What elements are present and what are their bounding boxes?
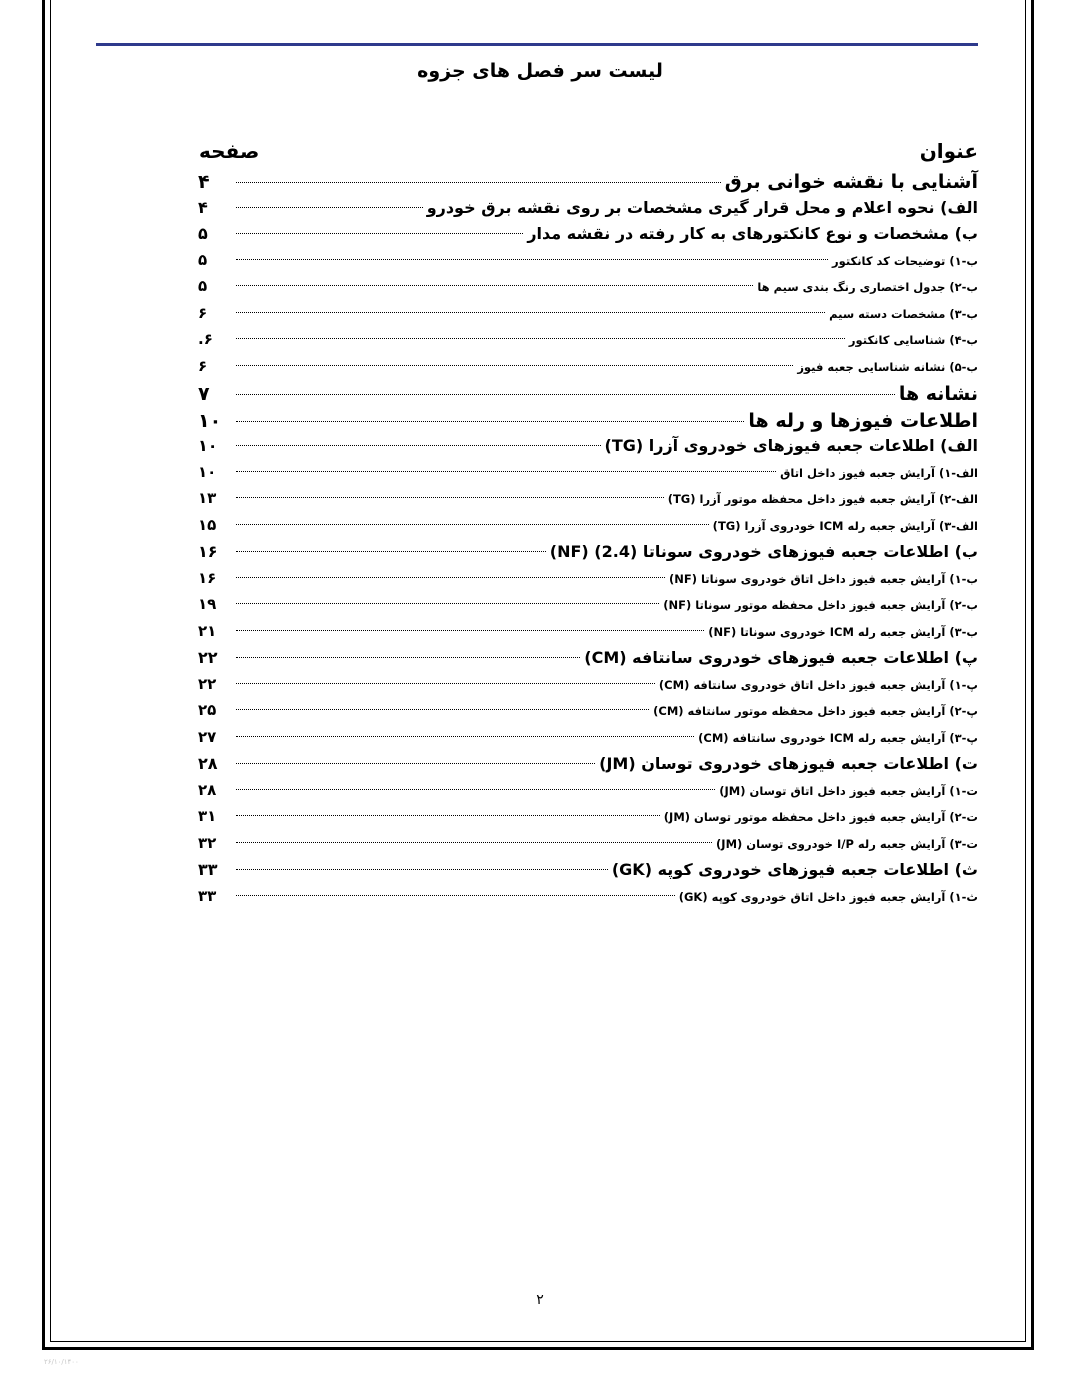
toc-leader-dots (236, 497, 664, 498)
toc-entry-title: ب-۳) آرایش جعبه رله ICM خودروی سوناتا (NF) (708, 624, 978, 639)
toc-leader-dots (236, 895, 675, 896)
toc-entry-title: الف-۲) آرایش جعبه فیوز داخل محفظه موتور آزرا (TG) (667, 492, 978, 506)
toc-leader-dots (236, 577, 665, 578)
toc-leader-dots (236, 312, 825, 313)
toc-entry-page: ۱۶ (198, 542, 218, 561)
toc-entry-page: ۳۳ (198, 860, 218, 879)
toc-entry-page: ۵ (198, 250, 208, 269)
toc-entry (198, 781, 978, 808)
toc-entry-title: ب-۱) توضیحات کد کانکتور (831, 253, 978, 268)
toc-entry-page: ۲۱ (198, 621, 217, 640)
toc-leader-dots (236, 338, 845, 339)
scan-stamp: ۲۶/۱۰/۱۴۰۰ (44, 1358, 79, 1366)
toc-leader-dots (236, 259, 828, 260)
toc-entry-page: ۶. (198, 330, 213, 348)
toc-entry-title: ت-۱) آرایش جعبه فیوز داخل اتاق توسان (JM) (719, 783, 978, 798)
toc-entry-page: ۵ (198, 277, 208, 295)
toc-entry-title: ب-۲) جدول اختصاری رنگ بندی سیم ها (757, 280, 978, 294)
toc-entry-page: ۲۸ (198, 754, 218, 773)
toc-entry-page: ۱۶ (198, 568, 217, 587)
toc-entry-title: پ-۱) آرایش جعبه فیوز داخل اتاق خودروی سانتافه (CM) (658, 677, 978, 692)
toc-entry (198, 463, 978, 490)
toc-entry-page: ۱۳ (198, 489, 217, 507)
toc-leader-dots (236, 736, 694, 737)
toc-leader-dots (236, 551, 546, 552)
header-rule (96, 43, 978, 46)
toc-entry (198, 330, 978, 357)
toc-leader-dots (236, 763, 595, 764)
toc-entry (198, 489, 978, 516)
toc-entry-title: ت-۲) آرایش جعبه فیوز داخل محفظه موتور توسان (JM) (663, 810, 978, 824)
toc-entry (198, 516, 978, 543)
toc-leader-dots (236, 365, 793, 366)
toc-entry-page: ۵ (198, 224, 208, 243)
toc-entry-title: نشانه ها (898, 383, 978, 405)
toc-entry (198, 542, 978, 569)
toc-entry-title: الف-۳) آرایش جعبه رله ICM خودروی آزرا (TG) (712, 518, 978, 533)
toc-entry (198, 304, 978, 331)
toc-leader-dots (236, 683, 655, 684)
toc-entry-page: ۲۸ (198, 780, 217, 799)
toc-entry-title: الف) اطلاعات جعبه فیوزهای خودروی آزرا (TG) (604, 436, 978, 455)
toc-leader-dots (236, 182, 721, 183)
toc-leader-dots (236, 394, 895, 395)
toc-entry-page: ۲۲ (198, 674, 217, 693)
toc-entry-title: ب) اطلاعات جعبه فیوزهای خودروی سوناتا (2.4) (NF) (549, 542, 978, 561)
toc-entry-title: ب-۵) نشانه شناسایی جعبه فیوز (797, 359, 978, 374)
toc-entry (198, 887, 978, 914)
toc-entry-page: ۴ (198, 197, 208, 217)
toc-leader-dots (236, 285, 753, 286)
toc-entry-page: ۱۰ (198, 436, 218, 455)
toc-entry-title: پ-۲) آرایش جعبه فیوز داخل محفظه موتور سانتافه (CM) (653, 704, 978, 718)
toc-entry (198, 622, 978, 649)
toc-entry-page: ۳۲ (198, 833, 217, 852)
toc-entry-title: الف) نحوه اعلام و محل قرار گیری مشخصات بر روی نقشه برق خودرو (426, 197, 978, 217)
toc-entry-page: ۲۵ (198, 701, 217, 719)
toc-leader-dots (236, 233, 523, 234)
toc-entry-title: ب) مشخصات و نوع کانکتورهای به کار رفته در نقشه مدار (527, 224, 978, 243)
toc-leader-dots (236, 709, 649, 710)
toc-entry (198, 383, 978, 410)
toc-entry-page: ۱۹ (198, 595, 217, 613)
toc-entry-page: ۶ (198, 303, 208, 322)
page-number: ۲ (536, 1292, 544, 1308)
toc-entry-title: ب-۲) آرایش جعبه فیوز داخل محفظه موتور سوناتا (NF) (663, 598, 978, 612)
toc-entry-title: الف-۱) آرایش جعبه فیوز داخل اتاق (780, 465, 978, 480)
toc-leader-dots (236, 815, 660, 816)
toc-entry-title: ث-۱) آرایش جعبه فیوز داخل اتاق خودروی کوپه (GK) (678, 889, 978, 904)
toc-entry (198, 277, 978, 304)
toc-leader-dots (236, 207, 423, 208)
page-title: لیست سر فصل های جزوه (417, 60, 663, 82)
toc-entry-title: پ) اطلاعات جعبه فیوزهای خودروی سانتافه (CM) (584, 648, 978, 667)
toc-entry-page: ۲۲ (198, 648, 218, 667)
toc-entry-title: ت-۳) آرایش جعبه رله I/P خودروی توسان (JM) (716, 836, 978, 851)
toc-entry (198, 410, 978, 437)
toc-entry (198, 728, 978, 755)
toc-entry-title: ث) اطلاعات جعبه فیوزهای خودروی کوپه (GK) (611, 860, 978, 879)
toc-entry-title: ب-۴) شناسایی کانکتور (848, 333, 978, 347)
toc-leader-dots (236, 630, 704, 631)
title-column-header: عنوان (919, 139, 978, 163)
toc-entry-page: ۴ (198, 171, 210, 193)
toc-entry (198, 595, 978, 622)
toc-entry-title: ت) اطلاعات جعبه فیوزهای خودروی توسان (JM) (599, 754, 978, 773)
toc-entry-page: ۷ (198, 383, 210, 405)
toc-entry (198, 357, 978, 384)
toc-leader-dots (236, 789, 715, 790)
toc-leader-dots (236, 842, 712, 843)
toc-entry (198, 754, 978, 781)
toc-entry (198, 436, 978, 463)
toc-leader-dots (236, 445, 601, 446)
toc-entry-page: ۱۰ (198, 409, 222, 432)
toc-leader-dots (236, 657, 580, 658)
toc-leader-dots (236, 421, 744, 422)
toc-entry (198, 198, 978, 225)
page-column-header: صفحه (199, 139, 260, 163)
table-of-contents (198, 171, 978, 913)
toc-leader-dots (236, 869, 608, 870)
toc-leader-dots (236, 471, 776, 472)
toc-entry-title: آشنایی با نقشه خوانی برق (724, 171, 978, 193)
toc-entry-title: ب-۱) آرایش جعبه فیوز داخل اتاق خودروی سوناتا (NF) (668, 571, 978, 586)
toc-entry (198, 224, 978, 251)
toc-entry-page: ۱۵ (198, 515, 217, 534)
toc-leader-dots (236, 603, 659, 604)
toc-entry-title: پ-۳) آرایش جعبه رله ICM خودروی سانتافه (CM) (698, 730, 978, 745)
toc-entry (198, 648, 978, 675)
toc-entry (198, 251, 978, 278)
toc-entry (198, 171, 978, 198)
toc-entry (198, 701, 978, 728)
toc-entry-page: ۲۷ (198, 727, 217, 746)
toc-entry-page: ۱۰ (198, 462, 217, 481)
toc-entry (198, 569, 978, 596)
toc-entry-page: ۳۳ (198, 886, 217, 905)
toc-leader-dots (236, 524, 709, 525)
toc-entry (198, 675, 978, 702)
toc-entry (198, 807, 978, 834)
toc-entry (198, 860, 978, 887)
toc-entry-title: اطلاعات فیوزها و رله ها (748, 409, 978, 432)
toc-entry-title: ب-۳) مشخصات دسته سیم (829, 306, 978, 321)
toc-entry-page: ۳۱ (198, 807, 217, 825)
toc-entry-page: ۶ (198, 356, 208, 375)
toc-entry (198, 834, 978, 861)
